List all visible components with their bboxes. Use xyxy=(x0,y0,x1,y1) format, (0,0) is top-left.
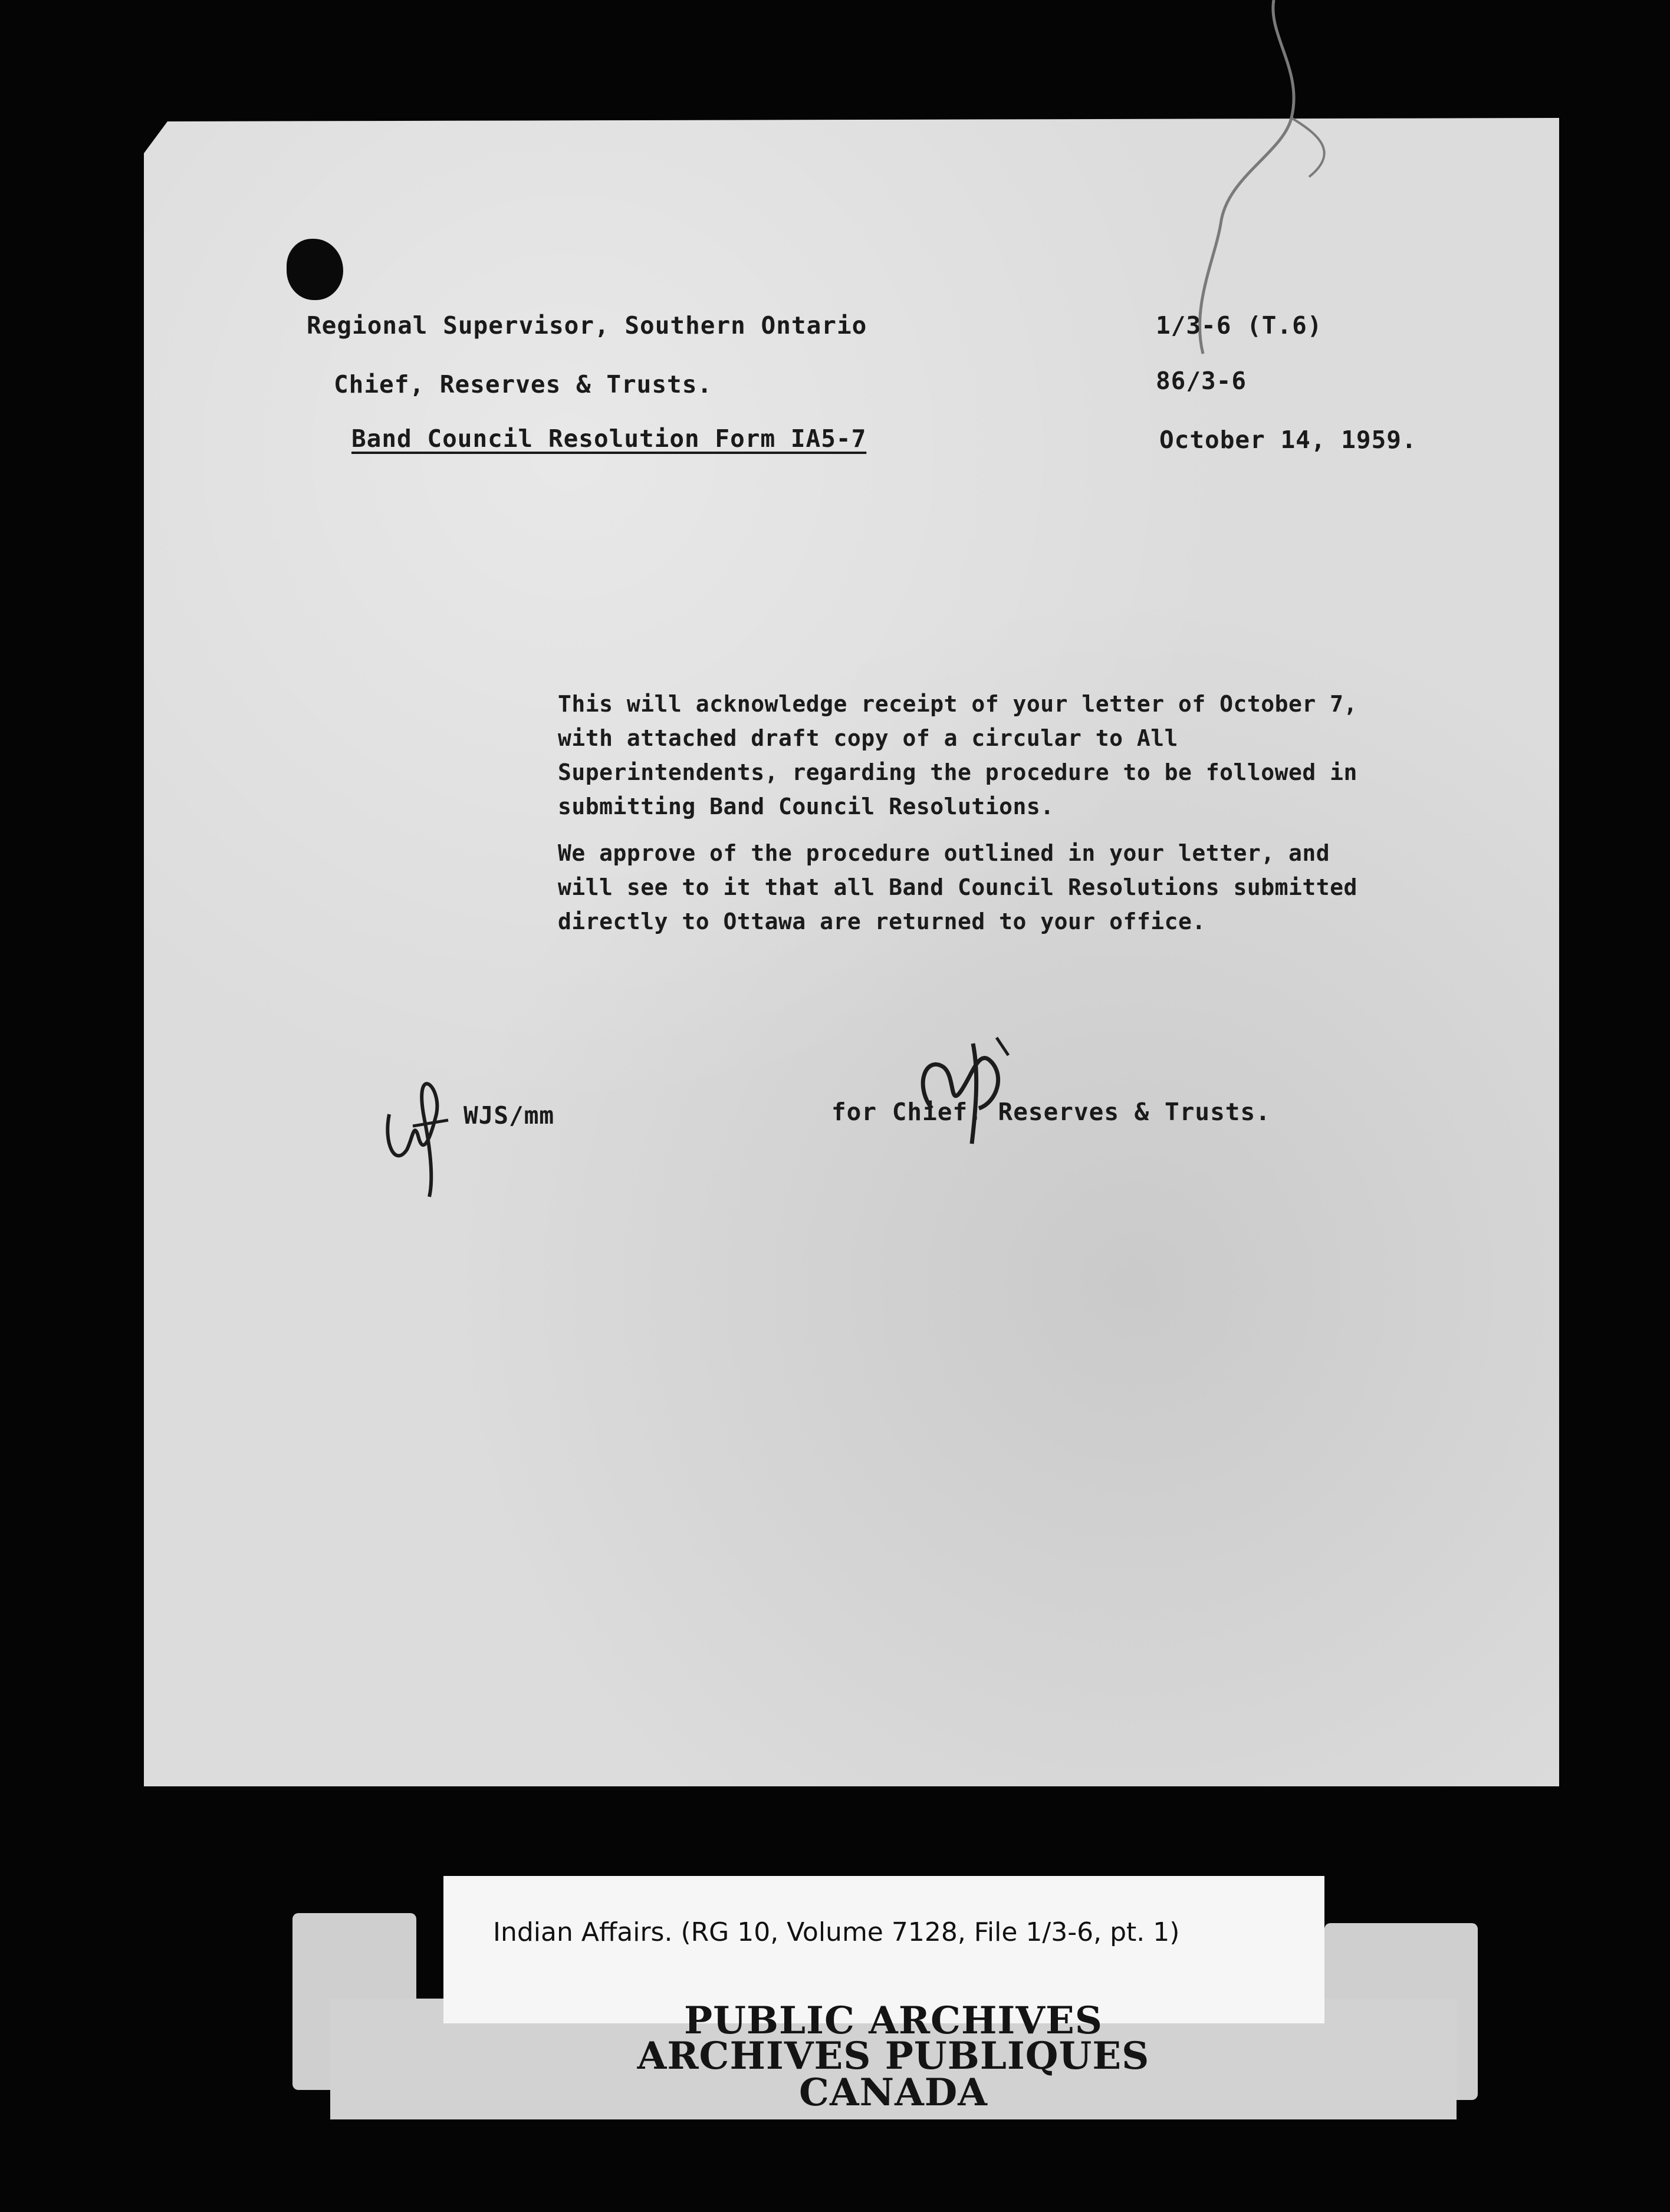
recipient-line: Regional Supervisor, Southern Ontario xyxy=(307,311,867,340)
body-paragraph-2-text: We approve of the procedure outlined in your letter, and will see to it that all Band Council Resolutions submitted directly to Ottawa are returned to your office. xyxy=(558,840,1357,934)
archive-reference-text: Indian Affairs. (RG 10, Volume 7128, File 1/3-6, pt. 1) xyxy=(493,1917,1180,1947)
body-paragraph-1 xyxy=(458,687,1378,824)
body-paragraph-1-text: This will acknowledge receipt of your letter of October 7, with attached draft copy of a circular to All Superintendents, regarding the procedure to be followed in submitting Band Council Resolutions. xyxy=(558,691,1357,819)
letter-page xyxy=(144,118,1559,1786)
signature-block: for Chief, Reserves & Trusts. xyxy=(831,1098,1271,1126)
file-reference-1: 1/3-6 (T.6) xyxy=(1156,311,1323,340)
archive-name-english: PUBLIC ARCHIVES xyxy=(683,1999,1103,2043)
typist-initials: WJS/mm xyxy=(463,1101,555,1130)
sender-line: Chief, Reserves & Trusts. xyxy=(334,370,713,399)
subject-line: Band Council Resolution Form IA5-7 xyxy=(351,424,867,453)
archive-country: CANADA xyxy=(799,2071,988,2115)
punch-hole xyxy=(287,239,343,300)
letter-date: October 14, 1959. xyxy=(1159,426,1417,454)
archive-name-french: ARCHIVES PUBLIQUES xyxy=(637,2034,1150,2078)
file-reference-2: 86/3-6 xyxy=(1156,367,1247,395)
handwritten-initials-left xyxy=(377,1049,460,1203)
body-paragraph-2 xyxy=(458,836,1378,939)
handwritten-initials-signature xyxy=(908,1020,1026,1150)
handwritten-loop-mark xyxy=(1156,0,1350,366)
